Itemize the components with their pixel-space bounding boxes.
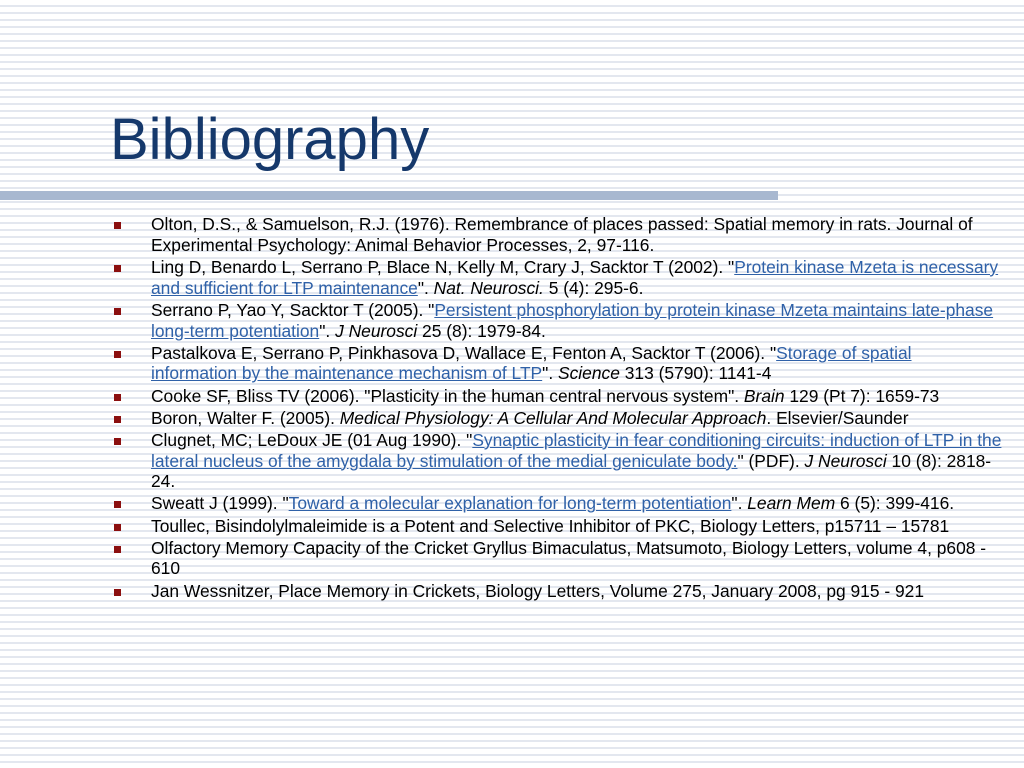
bibliography-entry: [112, 493, 1002, 514]
citation-source-italic: Learn Mem: [747, 493, 836, 514]
citation-source-italic: J Neurosci: [804, 450, 887, 471]
bibliography-entry: [112, 300, 1002, 342]
citation-link[interactable]: Toward a molecular explanation for long-term potentiation: [288, 493, 732, 514]
citation-text: 5 (4): 295-6.: [543, 277, 644, 298]
bibliography-entry: [112, 581, 1002, 602]
citation-link[interactable]: Storage of spatial information by the maintenance mechanism of LTP: [151, 342, 912, 384]
citation-text: Clugnet, MC; LeDoux JE (01 Aug 1990). ": [151, 429, 473, 450]
citation-text: Pastalkova E, Serrano P, Pinkhasova D, Wallace E, Fenton A, Sacktor T (2006). ": [151, 342, 777, 363]
bibliography-entry: [112, 538, 1002, 580]
citation-text: 313 (5790): 1141-4: [619, 363, 772, 384]
slide-title: Bibliography: [110, 107, 430, 172]
citation-text: ".: [319, 320, 336, 341]
citation-text: 129 (Pt 7): 1659-73: [784, 385, 940, 406]
square-bullet-icon: [114, 501, 121, 508]
square-bullet-icon: [114, 438, 121, 445]
bibliography-list: [112, 214, 1002, 603]
citation-link[interactable]: Synaptic plasticity in fear conditioning circuits: induction of LTP in the lateral nucleus of the amygdala by stimulation of the medial geniculate body.: [151, 429, 1002, 471]
citation-text: Sweatt J (1999). ": [151, 493, 289, 514]
citation-source-italic: J Neurosci: [335, 320, 418, 341]
citation-text: ".: [731, 493, 748, 514]
citation-text: 25 (8): 1979-84.: [417, 320, 546, 341]
citation-link[interactable]: Persistent phosphorylation by protein kinase Mzeta maintains late-phase long-term potentiation: [151, 299, 994, 341]
title-underline-rule: [0, 191, 778, 200]
square-bullet-icon: [114, 524, 121, 531]
bibliography-entry: [112, 516, 1002, 537]
square-bullet-icon: [114, 265, 121, 272]
square-bullet-icon: [114, 546, 121, 553]
citation-text: 10 (8): 2818-24.: [151, 450, 992, 492]
square-bullet-icon: [114, 222, 121, 229]
citation-text: ".: [417, 277, 434, 298]
citation-text: Olton, D.S., & Samuelson, R.J. (1976). Remembrance of places passed: Spatial memory in rats. Journal of Experimental Psychology: Animal Behavior Processes, 2, 97-116.: [151, 214, 973, 255]
citation-text: Toullec, Bisindolylmaleimide is a Potent and Selective Inhibitor of PKC, Biology Letters, p15711 – 15781: [151, 515, 950, 536]
bibliography-entry: [112, 430, 1002, 492]
citation-link[interactable]: Protein kinase Mzeta is necessary and sufficient for LTP maintenance: [151, 256, 999, 298]
square-bullet-icon: [114, 416, 121, 423]
citation-text: ".: [542, 363, 559, 384]
square-bullet-icon: [114, 394, 121, 401]
citation-text: Ling D, Benardo L, Serrano P, Blace N, Kelly M, Crary J, Sacktor T (2002). ": [151, 256, 735, 277]
citation-source-italic: Science: [558, 363, 620, 384]
square-bullet-icon: [114, 308, 121, 315]
citation-text: " (PDF).: [737, 450, 805, 471]
square-bullet-icon: [114, 351, 121, 358]
citation-text: Olfactory Memory Capacity of the Cricket Gryllus Bimaculatus, Matsumoto, Biology Letters, volume 4, p608 - 610: [151, 537, 987, 579]
bibliography-entry: [112, 257, 1002, 299]
bibliography-entry: [112, 343, 1002, 385]
citation-source-italic: Nat. Neurosci.: [433, 277, 544, 298]
citation-source-italic: Medical Physiology: A Cellular And Molecular Approach: [339, 407, 767, 428]
citation-text: 6 (5): 399-416.: [835, 493, 955, 514]
citation-text: Boron, Walter F. (2005).: [151, 407, 340, 428]
citation-text: Cooke SF, Bliss TV (2006). "Plasticity in the human central nervous system".: [151, 385, 744, 406]
citation-text: . Elsevier/Saunder: [766, 407, 909, 428]
citation-source-italic: Brain: [743, 385, 785, 406]
bibliography-entry: [112, 214, 1002, 256]
citation-text: Jan Wessnitzer, Place Memory in Crickets, Biology Letters, Volume 275, January 2008, pg 915 - 921: [151, 580, 924, 601]
bibliography-entry: [112, 386, 1002, 407]
citation-text: Serrano P, Yao Y, Sacktor T (2005). ": [151, 299, 435, 320]
bibliography-entry: [112, 408, 1002, 429]
square-bullet-icon: [114, 589, 121, 596]
